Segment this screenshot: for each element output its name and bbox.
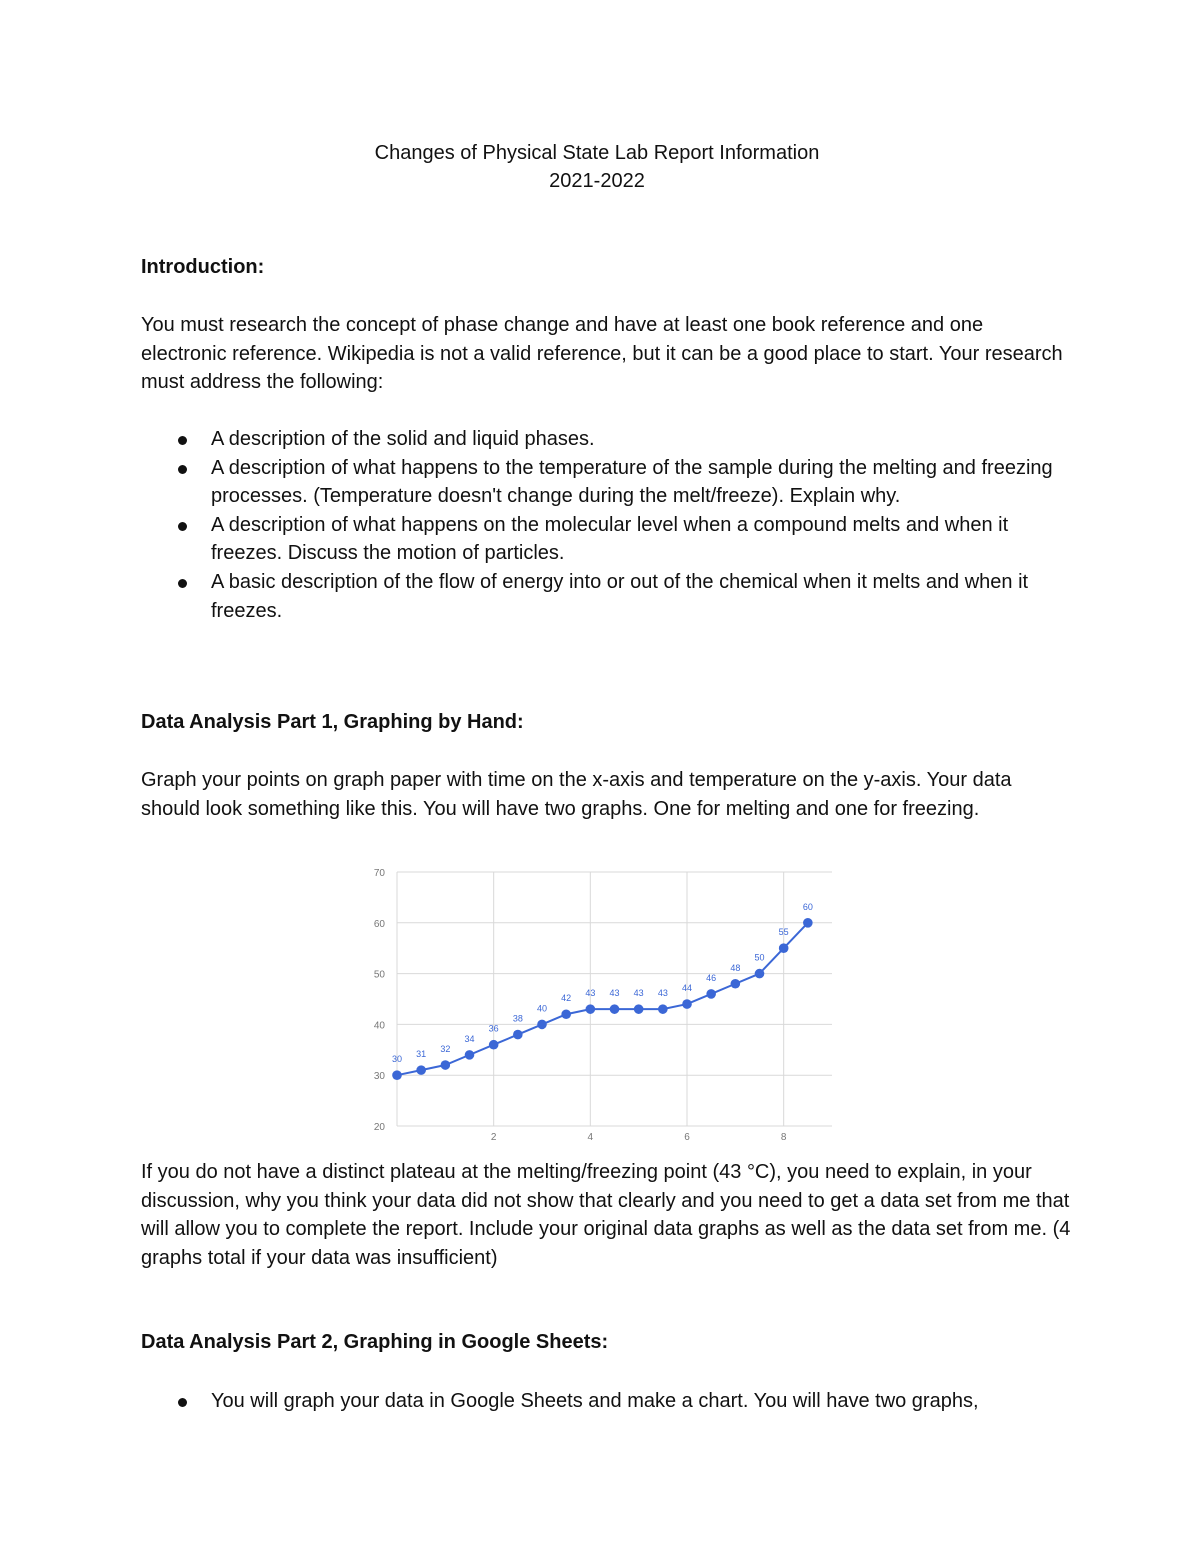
data-point [489,1040,499,1050]
chart-series [397,923,808,1075]
data-point [465,1050,475,1060]
part1-heading: Data Analysis Part 1, Graphing by Hand: [141,711,524,733]
data-point [682,999,692,1009]
part1-paragraph: Graph your points on graph paper with time on the x-axis and temperature on the y-axis. Your data should look something like this. You will have two graphs. One for melting and one for freezing. [141,769,1012,820]
x-tick-label: 4 [587,1132,594,1143]
bullet-icon [178,436,187,445]
list-item-text: A description of the solid and liquid phases. [211,428,595,450]
data-label: 30 [391,1054,403,1065]
y-tick-label: 40 [373,1020,385,1032]
list-item-text: A description of what happens to the temperature of the sample during the melting and freezing processes. (Temperature doesn't change during the melt/freeze). Explain why. [211,456,1053,508]
data-point [731,979,741,989]
x-tick-label: 2 [490,1132,497,1143]
data-label: 55 [778,927,789,938]
bullet-icon [178,522,187,531]
data-label: 34 [464,1033,475,1044]
data-label: 48 [730,962,741,973]
data-label: 32 [440,1044,451,1055]
data-label: 43 [585,988,596,999]
data-label: 43 [609,988,620,999]
data-label: 43 [657,988,668,999]
data-point [755,969,765,979]
list-item [141,568,1071,625]
y-tick-label: 20 [373,1122,385,1133]
document-year: 2021-2022 [549,170,645,192]
series-line [397,923,808,1075]
data-label: 44 [681,983,693,994]
data-label: 36 [488,1023,499,1034]
data-label: 50 [754,952,765,963]
y-tick-label: 50 [373,969,385,981]
data-point [561,1009,571,1019]
bullet-icon [178,1398,187,1407]
document-title: Changes of Physical State Lab Report Information [374,142,820,164]
list-item [141,454,1071,511]
data-point [537,1020,547,1030]
part1-after-chart-paragraph: If you do not have a distinct plateau at the melting/freezing point (43 °C), you need to explain, in your discussion, why you think your data did not show that clearly and you need to get a data set from me that will allow you to complete the report. Include your original data graphs as well as the data set from me. (4 graphs total if your data was insufficient) [141,1161,1071,1269]
x-tick-label: 8 [780,1132,787,1143]
list-item-text: You will graph your data in Google Sheets and make a chart. You will have two graphs, [211,1390,979,1412]
list-item-text: A description of what happens on the molecular level when a compound melts and when it freezes. Discuss the motion of particles. [211,513,1009,565]
data-label: 60 [802,901,813,912]
data-label: 43 [633,988,644,999]
x-tick-label: 6 [684,1132,690,1143]
data-point [416,1065,426,1075]
bullet-icon [178,579,187,588]
data-point [441,1060,451,1070]
list-item [141,511,1071,568]
y-tick-label: 30 [373,1071,385,1083]
chart-ticks [374,868,787,1143]
data-label: 46 [706,972,717,983]
temperature-time-chart [360,860,840,1145]
data-point [392,1070,402,1080]
chart-data-labels [392,902,813,1064]
list-item [141,425,1071,454]
introduction-bullet-list [141,425,1071,625]
data-point [658,1004,668,1014]
data-point [586,1004,596,1014]
data-point [634,1004,644,1014]
chart-points [392,918,812,1080]
introduction-heading: Introduction: [141,256,265,278]
data-label: 38 [512,1013,523,1024]
data-point [706,989,716,999]
bullet-icon [178,465,187,474]
list-item-text: A basic description of the flow of energy into or out of the chemical when it melts and when it freezes. [211,570,1029,622]
data-point [779,943,789,953]
data-label: 42 [561,993,572,1004]
part2-heading: Data Analysis Part 2, Graphing in Google Sheets: [141,1331,609,1353]
y-tick-label: 60 [373,918,385,930]
data-label: 40 [536,1003,548,1014]
data-label: 31 [416,1049,427,1060]
data-point [803,918,813,928]
part2-bullet-list [141,1387,1071,1416]
data-point [513,1030,523,1040]
chart-grid [397,872,832,1126]
data-point [610,1004,620,1014]
y-tick-label: 70 [373,868,385,879]
introduction-paragraph: You must research the concept of phase change and have at least one book reference and one electronic reference. Wikipedia is not a valid reference, but it can be a good place to start. Your research must address the following: [141,314,1063,394]
list-item [141,1387,1071,1416]
